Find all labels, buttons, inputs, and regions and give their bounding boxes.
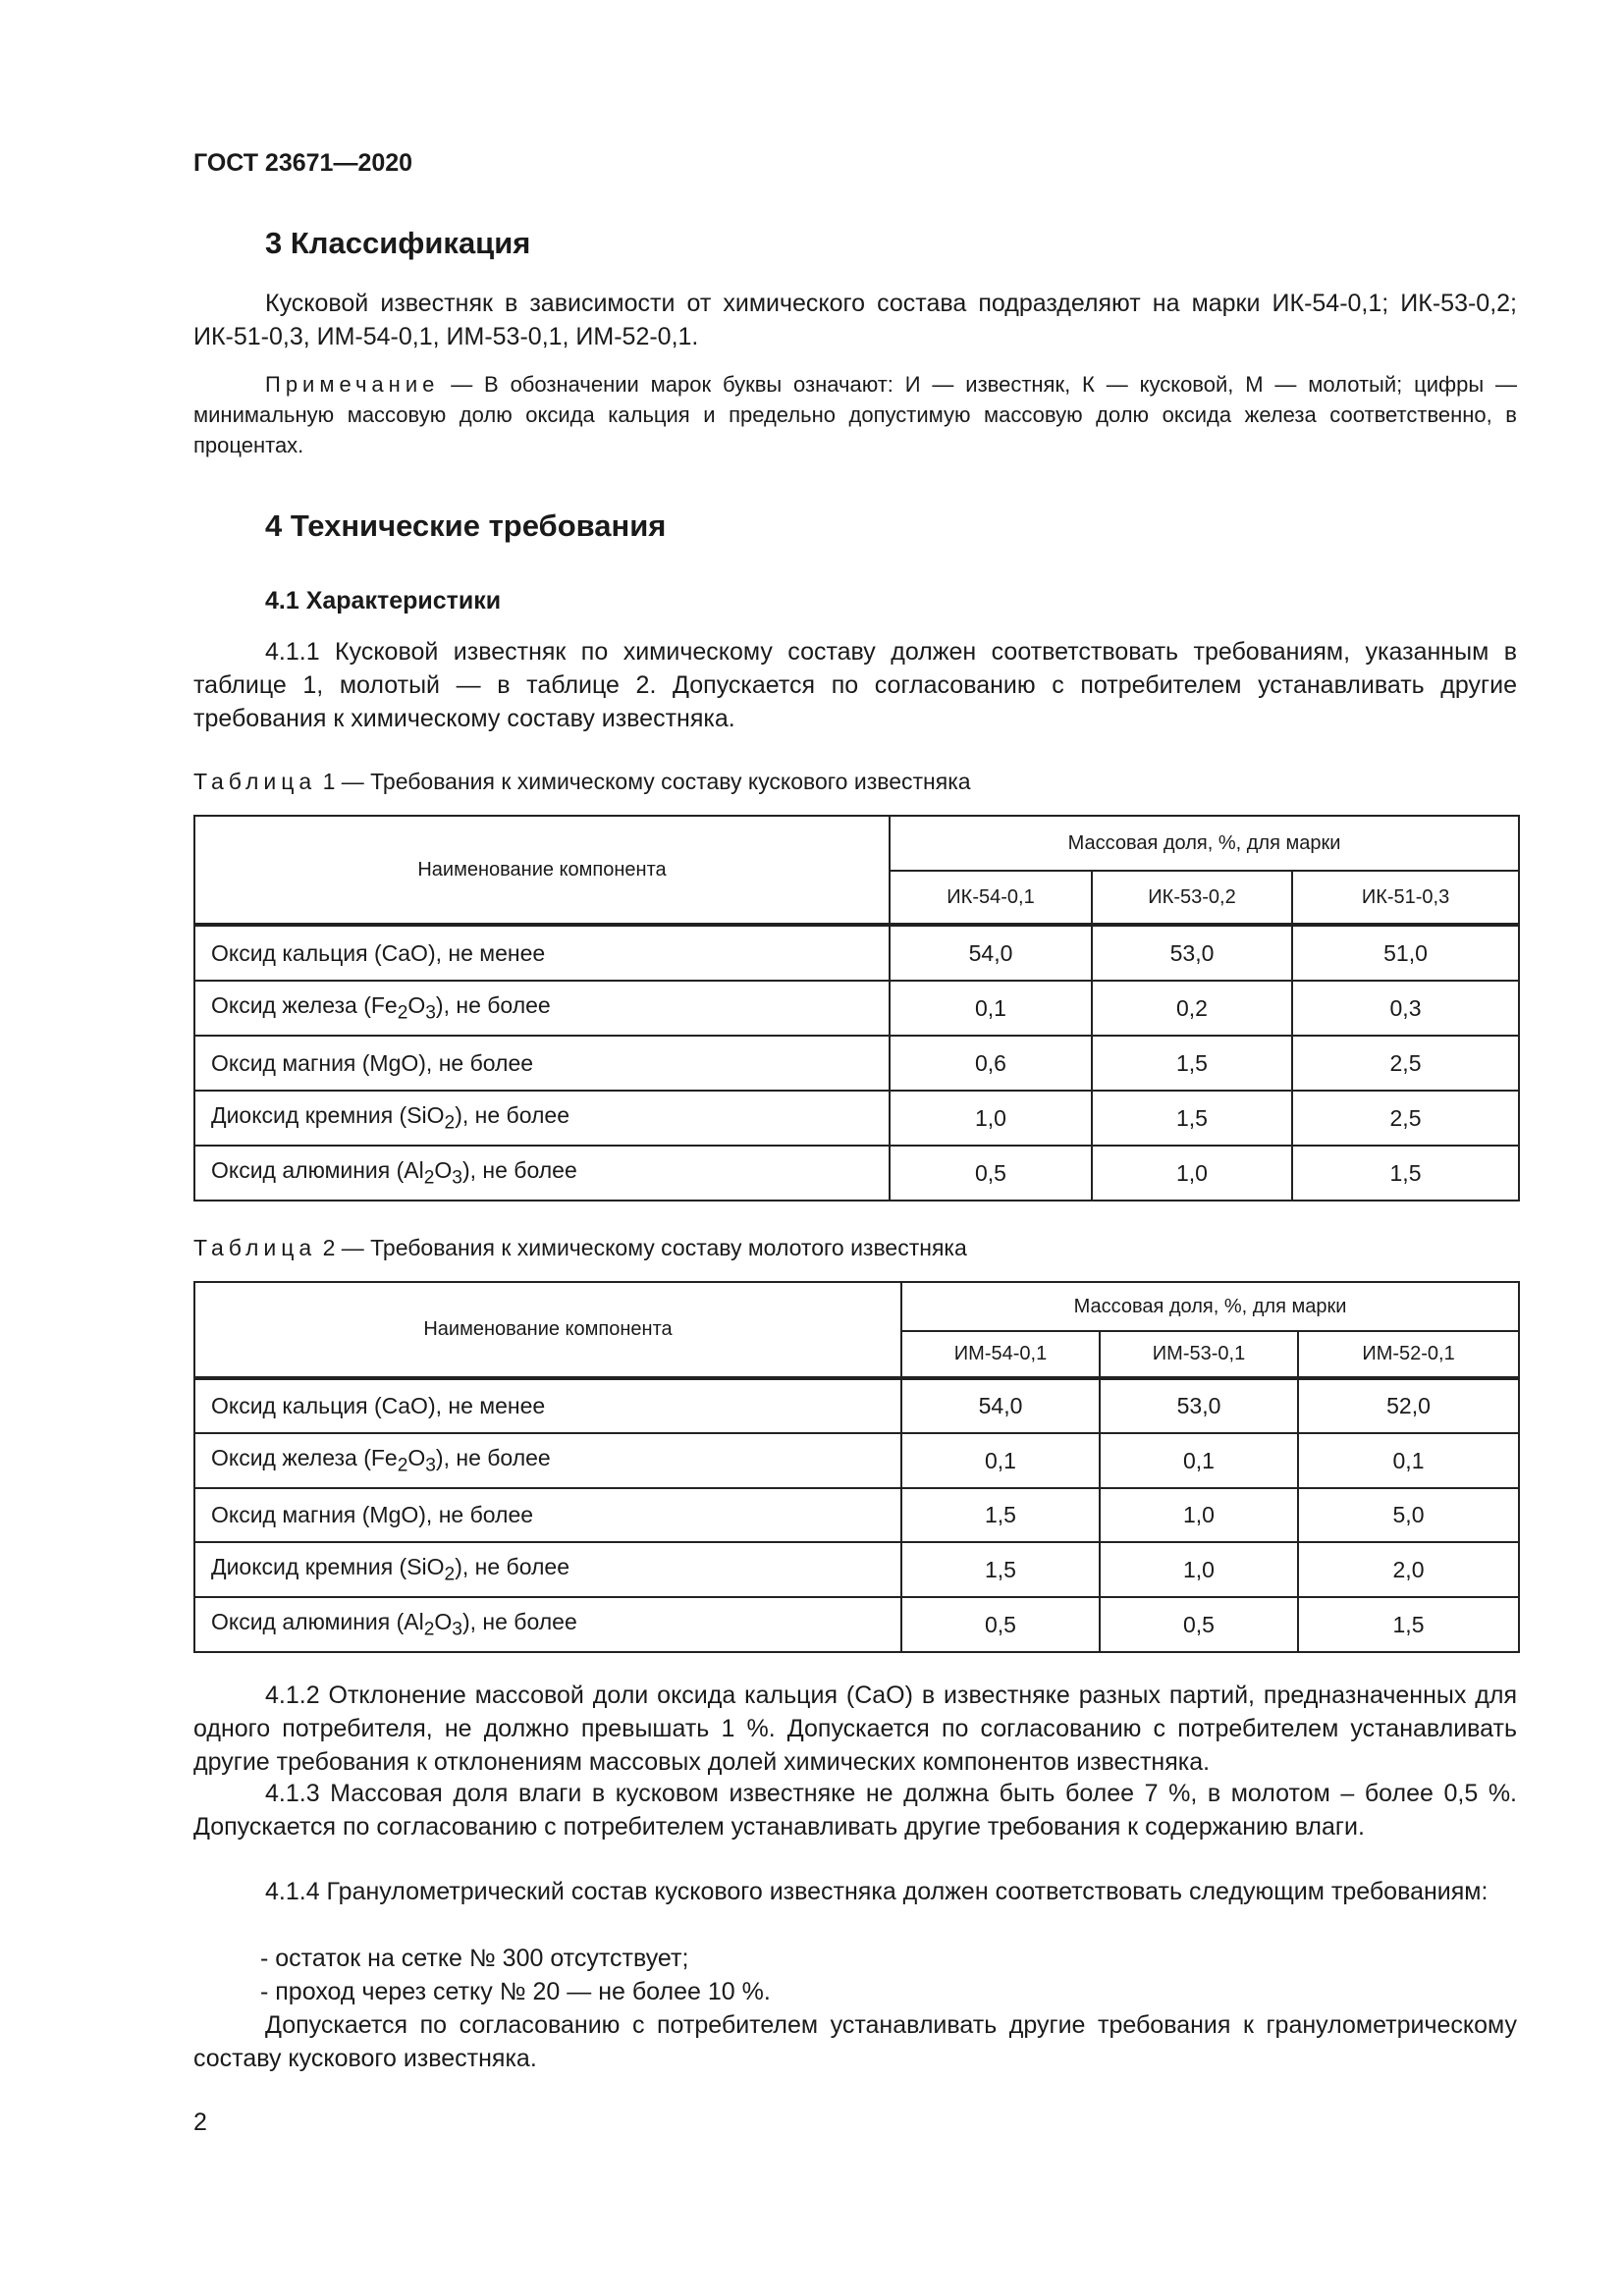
table-row xyxy=(194,1091,1519,1146)
component-name: Оксид магния (MgO), не более xyxy=(194,1036,890,1091)
table-1-grade: ИК-51-0,3 xyxy=(1292,871,1519,925)
value-cell: 54,0 xyxy=(901,1378,1100,1433)
page-number: 2 xyxy=(193,2109,207,2136)
value-cell: 1,5 xyxy=(1298,1597,1519,1652)
value-cell: 0,1 xyxy=(890,981,1092,1036)
value-cell: 0,5 xyxy=(901,1597,1100,1652)
value-cell: 0,1 xyxy=(1298,1433,1519,1488)
value-cell: 1,5 xyxy=(901,1542,1100,1597)
table-2-grade: ИМ-52-0,1 xyxy=(1298,1331,1519,1378)
table-row xyxy=(194,981,1519,1036)
value-cell: 5,0 xyxy=(1298,1488,1519,1542)
section-4-title: 4 Технические требования xyxy=(265,508,667,543)
component-name: Оксид магния (MgO), не более xyxy=(194,1488,901,1542)
value-cell: 0,3 xyxy=(1292,981,1519,1036)
table-1-header-name: Наименование компонента xyxy=(194,816,890,925)
note-text: — В обозначении марок буквы означают: И — известняк, К — кусковой, М — молотый; цифры — минимальную массовую долю оксида кальция и предельно допустимую массовую долю оксида железа соответственно, в процентах. xyxy=(193,372,1517,457)
component-name: Оксид кальция (CaO), не менее xyxy=(194,925,890,981)
value-cell: 53,0 xyxy=(1100,1378,1298,1433)
table-1-grade: ИК-54-0,1 xyxy=(890,871,1092,925)
clause-4-1-2: 4.1.2 Отклонение массовой доли оксида кальция (CaO) в известняке разных партий, предназначенных для одного потребителя, не должно превышать 1 %. Допускается по согласованию с потребителем устанавливать другие требования к отклонениям массовых долей химических компонентов известняка. xyxy=(193,1682,1517,1776)
value-cell: 1,5 xyxy=(1092,1036,1292,1091)
table-1 xyxy=(193,815,1520,1201)
clause-4-1-4-permission: Допускается по согласованию с потребителем устанавливать другие требования к гранулометрическому составу кускового известняка. xyxy=(193,2011,1517,2072)
list-item: - проход через сетку № 20 — не более 10 %. xyxy=(260,1978,771,2005)
component-name: Оксид железа $(Fe_2O_3)$, не более xyxy=(194,981,890,1036)
value-cell: 54,0 xyxy=(890,925,1092,981)
value-cell: 52,0 xyxy=(1298,1378,1519,1433)
note-label: Примечание xyxy=(265,372,440,397)
component-name: Оксид алюминия $(Al_2O_3)$, не более xyxy=(194,1146,890,1201)
table-2 xyxy=(193,1281,1520,1653)
table-2-header-group: Массовая доля, %, для марки xyxy=(901,1282,1519,1331)
table-1-caption-text: 1 — Требования к химическому составу кускового известняка xyxy=(316,769,971,794)
table-2-caption xyxy=(193,1235,967,1261)
table-2-header-name: Наименование компонента xyxy=(194,1282,901,1378)
value-cell: 1,5 xyxy=(1092,1091,1292,1146)
value-cell: 0,5 xyxy=(1100,1597,1298,1652)
document-code: ГОСТ 23671—2020 xyxy=(193,149,413,177)
component-name: Оксид кальция (CaO), не менее xyxy=(194,1378,901,1433)
value-cell: 0,6 xyxy=(890,1036,1092,1091)
value-cell: 2,5 xyxy=(1292,1036,1519,1091)
table-row xyxy=(194,1036,1519,1091)
value-cell: 2,5 xyxy=(1292,1091,1519,1146)
table-1-caption-label: Таблица xyxy=(193,769,317,794)
clause-4-1-4: 4.1.4 Гранулометрический состав кускового известняка должен соответствовать следующим требованиям: xyxy=(265,1878,1489,1905)
value-cell: 1,5 xyxy=(901,1488,1100,1542)
clause-4-1-3: 4.1.3 Массовая доля влаги в кусковом известняке не должна быть более 7 %, в молотом – более 0,5 %. Допускается по согласованию с потребителем устанавливать другие требования к содержанию влаги. xyxy=(193,1780,1517,1841)
classification-paragraph: Кусковой известняк в зависимости от химического состава подразделяют на марки ИК-54-0,1; ИК-53-0,2; ИК-51-0,3, ИМ-54-0,1, ИМ-53-0,1, ИМ-52-0,1. xyxy=(193,290,1517,350)
value-cell: 2,0 xyxy=(1298,1542,1519,1597)
value-cell: 1,0 xyxy=(890,1091,1092,1146)
value-cell: 1,0 xyxy=(1100,1542,1298,1597)
value-cell: 0,1 xyxy=(901,1433,1100,1488)
table-2-grade: ИМ-53-0,1 xyxy=(1100,1331,1298,1378)
value-cell: 1,0 xyxy=(1100,1488,1298,1542)
table-1-caption xyxy=(193,769,971,795)
table-row xyxy=(194,1488,1519,1542)
table-row xyxy=(194,1597,1519,1652)
component-name: Диоксид кремния (SiO$_2$), не более xyxy=(194,1542,901,1597)
subsection-4-1-title: 4.1 Характеристики xyxy=(265,587,502,614)
classification-note xyxy=(193,369,1517,460)
value-cell: 1,0 xyxy=(1092,1146,1292,1201)
table-row xyxy=(194,1378,1519,1433)
value-cell: 0,1 xyxy=(1100,1433,1298,1488)
component-name: Оксид алюминия $(Al_2O_3)$, не более xyxy=(194,1597,901,1652)
table-row xyxy=(194,1433,1519,1488)
component-name: Диоксид кремния (SiO$_2$), не более xyxy=(194,1091,890,1146)
value-cell: 51,0 xyxy=(1292,925,1519,981)
value-cell: 0,5 xyxy=(890,1146,1092,1201)
table-1-grade: ИК-53-0,2 xyxy=(1092,871,1292,925)
list-item: - остаток на сетке № 300 отсутствует; xyxy=(260,1945,689,1972)
component-name: Оксид железа $(Fe_2O_3)$, не более xyxy=(194,1433,901,1488)
table-1-header-group: Массовая доля, %, для марки xyxy=(890,816,1519,871)
value-cell: 53,0 xyxy=(1092,925,1292,981)
value-cell: 1,5 xyxy=(1292,1146,1519,1201)
value-cell: 0,2 xyxy=(1092,981,1292,1036)
table-row xyxy=(194,1542,1519,1597)
table-row xyxy=(194,925,1519,981)
table-2-grade: ИМ-54-0,1 xyxy=(901,1331,1100,1378)
table-2-caption-label: Таблица xyxy=(193,1235,317,1260)
clause-4-1-1: 4.1.1 Кусковой известняк по химическому составу должен соответствовать требованиям, указанным в таблице 1, молотый — в таблице 2. Допускается по согласованию с потребителем устанавливать другие требования к химическому составу известняка. xyxy=(193,638,1517,732)
section-3-title: 3 Классификация xyxy=(265,226,531,260)
table-row xyxy=(194,1146,1519,1201)
table-2-caption-text: 2 — Требования к химическому составу молотого известняка xyxy=(316,1235,967,1260)
